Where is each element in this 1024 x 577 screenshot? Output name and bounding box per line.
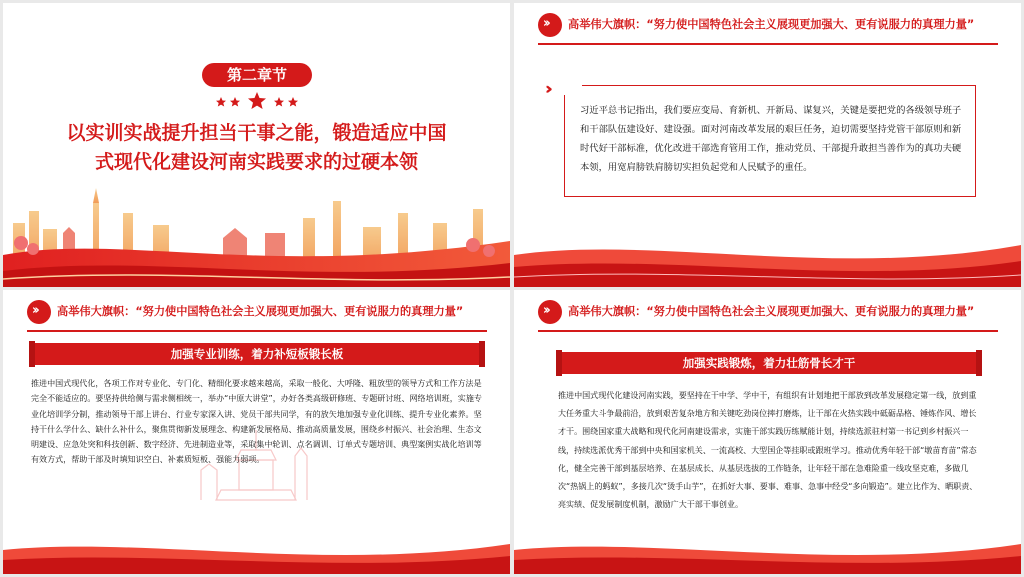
chapter-title bbox=[33, 119, 480, 177]
header-title: 高举伟大旗帜：“努力使中国特色社会主义展现更加强大、更有说服力的真理力量” bbox=[568, 305, 975, 318]
triple-chevron-icon: ››› bbox=[542, 79, 582, 95]
chevron-right-icon: ›› bbox=[538, 300, 562, 324]
slide-practice-training[interactable] bbox=[514, 290, 1021, 574]
wave-footer bbox=[514, 227, 1021, 287]
bar-tab-left bbox=[29, 341, 35, 367]
slide-chapter-cover[interactable] bbox=[3, 3, 510, 287]
section-body: 推进中国式现代化建设河南实践，要坚持在干中学、学中干，有组织有计划地把干部放到改革发展稳定第一线，放到重大任务重大斗争最前沿，放到艰苦复杂地方和关键吃劲岗位摔打磨炼，让干部在火热实践中砥砺品格、锤炼作风、增长才干。围绕国家重大战略和现代化河南建设需求，实施干部实践历练赋能计划，持续选派驻村第一书记到乡村振兴一线，持续选派优秀干部到中央和国家机关、一流高校、大型国企等挂职或跟班学习。推动优秀年轻干部“墩苗育苗”常态化，健全完善干部到基层培养、在基层成长、从基层选拔的工作链条，让年轻干部在急难险重一线攻坚克难，多做几次“热锅上的蚂蚁”，多接几次“烫手山芋”，在抓好大事、要事、难事、急事中经受“多向锻造”。建立比作为、晒职责、亮实绩、促发展制度机制，激励广大干部干事创业。 bbox=[558, 391, 978, 510]
header-divider bbox=[538, 43, 998, 45]
section-title-bar bbox=[560, 352, 978, 374]
section-title-bar bbox=[33, 343, 481, 365]
wave-footer bbox=[514, 514, 1021, 574]
wave-footer bbox=[3, 514, 510, 574]
header-title: 高举伟大旗帜：“努力使中国特色社会主义展现更加强大、更有说服力的真理力量” bbox=[57, 305, 464, 318]
slide-quote[interactable] bbox=[514, 3, 1021, 287]
section-title: 加强专业训练，着力补短板锻长板 bbox=[170, 347, 344, 361]
header-divider bbox=[27, 330, 487, 332]
city-skyline-illustration bbox=[3, 183, 510, 287]
section-body: 推进中国式现代化，各项工作对专业化、专门化、精细化要求越来越高，采取一般化、大呼隆、粗放型的领导方式和工作方法是完全不能适应的。要坚持供给侧与需求侧相统一，举办“中原大讲堂”，办好各类高级研修班、专题研讨班、网络培训班，实施专业化培训学分制，推动领导干部上讲台、行业专家深入讲、党员干部共同学，有的放矢地加强专业化训练、提升专业化素养。坚持干什么学什么、缺什么补什么，聚焦贯彻新发展理念、构建新发展格局、推动高质量发展，围绕乡村振兴、社会治理、生态文明建设、应急处突和科技创新、数字经济、先进制造业等，采取集中轮训、点名调训、订单式专题培训、典型案例实战化培训等有效方式，帮助干部及时填知识空白、补素质短板、强能力弱项。 bbox=[31, 379, 482, 465]
header-title: 高举伟大旗帜：“努力使中国特色社会主义展现更加强大、更有说服力的真理力量” bbox=[568, 18, 975, 31]
chevron-right-icon: ›› bbox=[27, 300, 51, 324]
bar-tab-left bbox=[556, 350, 562, 376]
header-divider bbox=[538, 330, 998, 332]
chevron-right-icon: ›› bbox=[538, 13, 562, 37]
chapter-title-line-1: 以实训实战提升担当干事之能，锻造适应中国 bbox=[66, 122, 447, 144]
bar-tab-right bbox=[976, 350, 982, 376]
section-title: 加强实践锻炼，着力壮筋骨长才干 bbox=[682, 356, 856, 370]
slide-professional-training[interactable] bbox=[3, 290, 510, 574]
stars-decoration bbox=[215, 91, 299, 111]
chapter-badge: 第二章节 bbox=[202, 63, 312, 87]
chapter-title-line-2: 式现代化建设河南实践要求的过硬本领 bbox=[94, 151, 418, 173]
bar-tab-right bbox=[479, 341, 485, 367]
quote-text: 习近平总书记指出，我们要应变局、育新机、开新局、谋复兴，关键是要把党的各级领导班子和干部队伍建设好、建设强。面对河南改革发展的艰巨任务，迫切需要坚持党管干部原则和新时代好干部标准，优化改进干部选育管用工作，推动党员、干部提升敢担当善作为的真功夫硬本领，用宽肩膀铁肩膀切实担负起党和人民赋予的重任。 bbox=[580, 105, 962, 173]
